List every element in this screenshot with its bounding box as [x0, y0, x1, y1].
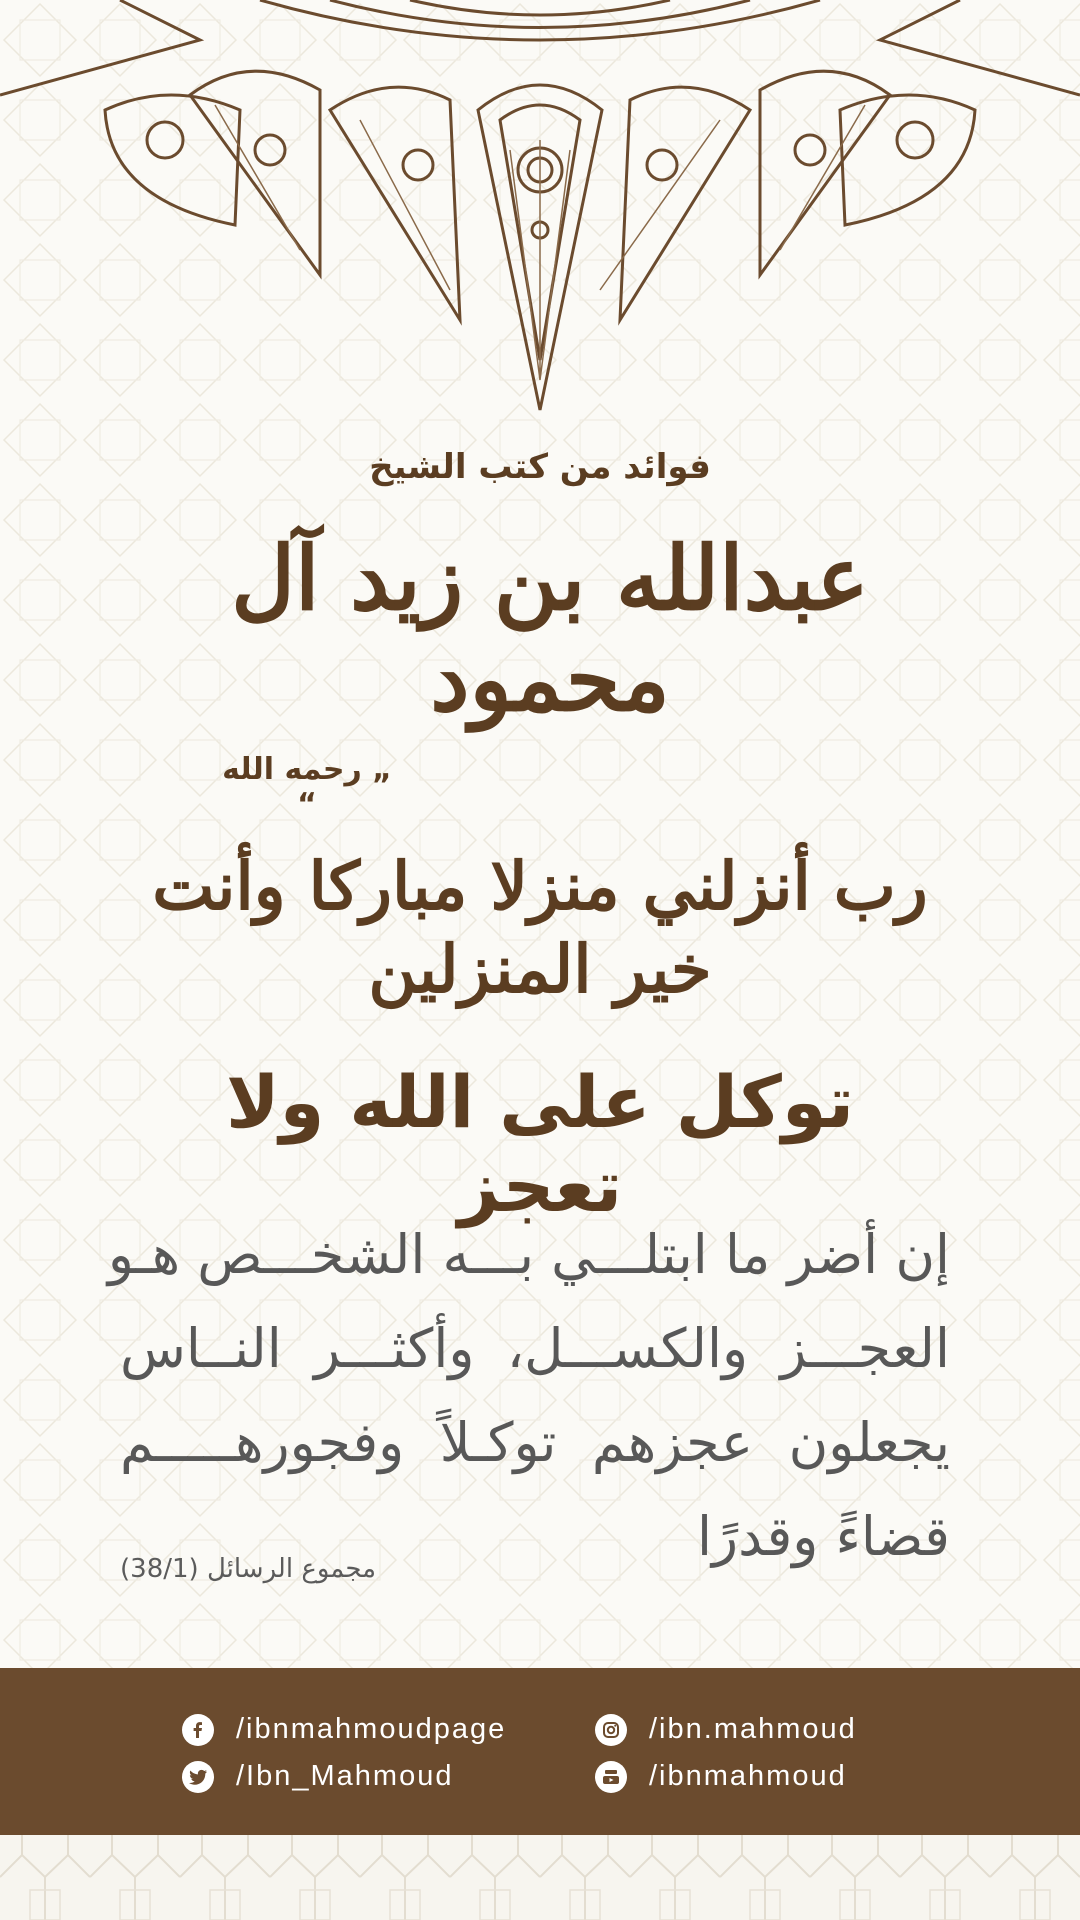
- twitter-icon: [182, 1761, 214, 1793]
- verse-calligraphy: رب أنزلني منزلا مباركا وأنت خير المنزلين: [152, 847, 928, 1008]
- youtube-link[interactable]: [595, 1760, 847, 1793]
- honorific: „ رحمه الله “: [222, 752, 392, 822]
- instagram-handle: /ibn.mahmoud: [649, 1713, 857, 1745]
- body-line: يجعلون عجزهم توكـلاً وفجورهـــــم: [120, 1411, 950, 1474]
- instagram-link[interactable]: [595, 1713, 857, 1746]
- source-citation: مجموع الرسائل (38/1): [120, 1554, 377, 1584]
- body-line: العجـــز والكســـل، وأكثـــر النــاس: [120, 1317, 950, 1380]
- facebook-icon: [182, 1714, 214, 1746]
- headline: توكل على الله ولا تعجز: [225, 1060, 855, 1228]
- twitter-handle: /Ibn_Mahmoud: [236, 1760, 454, 1792]
- body-line: قضاءً وقدرًا: [697, 1505, 950, 1568]
- body-paragraph: [107, 1208, 950, 1584]
- twitter-link[interactable]: [182, 1760, 453, 1793]
- sheikh-name-calligraphy: عبدالله بن زيد آل محمود: [231, 526, 869, 732]
- mandala-ornament: [0, 0, 1080, 430]
- youtube-handle: /ibnmahmoud: [649, 1760, 847, 1792]
- footer-bar: [0, 1668, 1080, 1835]
- subtitle: فوائد من كتب الشيخ: [369, 447, 711, 487]
- facebook-handle: /ibnmahmoudpage: [236, 1713, 507, 1745]
- facebook-link[interactable]: [182, 1713, 506, 1746]
- instagram-icon: [595, 1714, 627, 1746]
- body-line: إن أضر ما ابتلـــي بـــه الشخـــص هـو: [107, 1223, 950, 1286]
- youtube-icon: [595, 1761, 627, 1793]
- bottom-pattern-strip: [0, 1835, 1080, 1920]
